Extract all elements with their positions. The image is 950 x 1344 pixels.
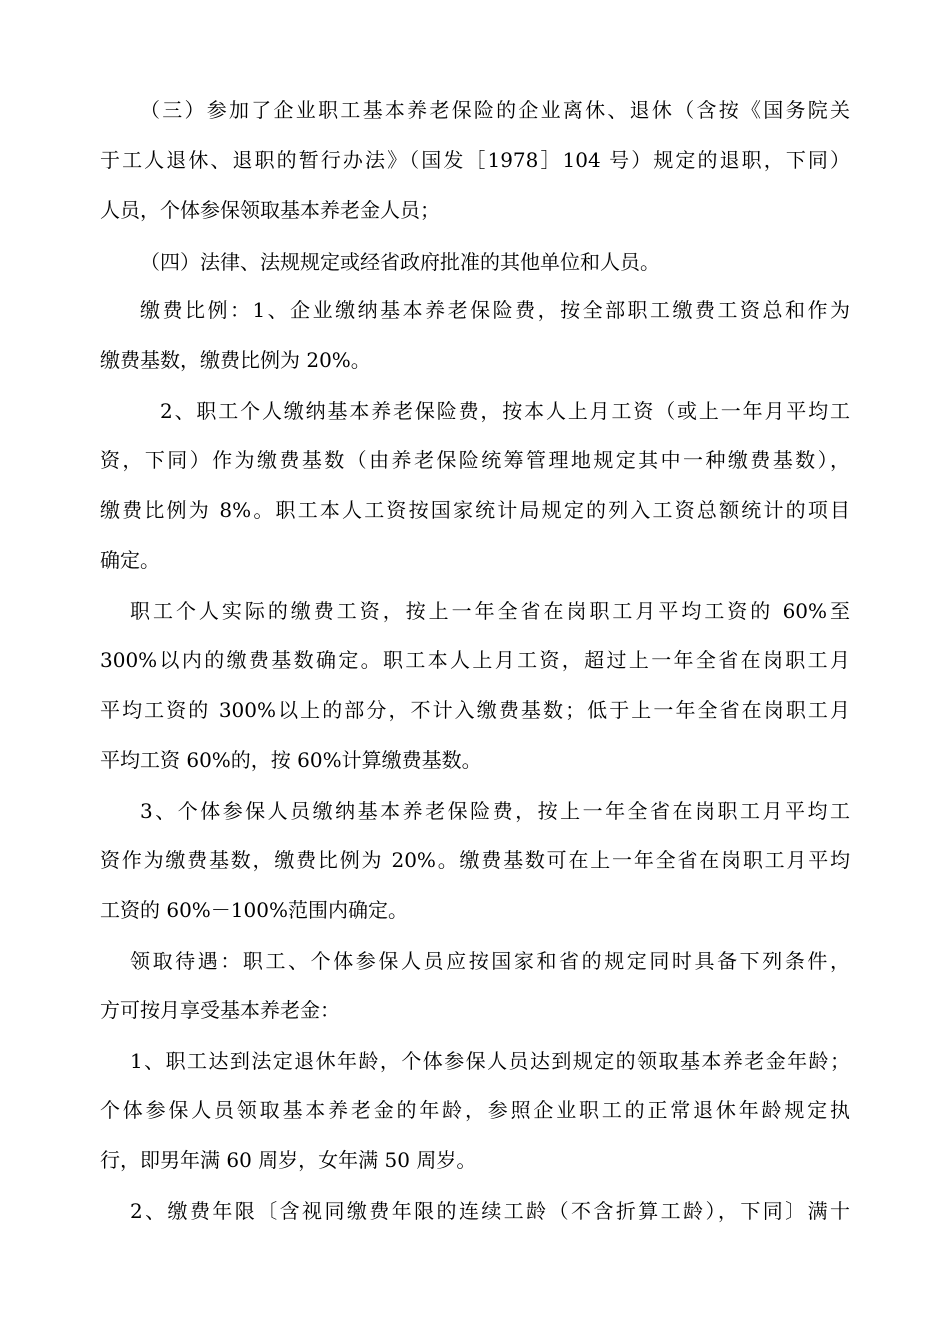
text-line: 工资的 60%－100%范围内确定。 — [100, 898, 408, 922]
text-line: 缴费比例：1、企业缴纳基本养老保险费，按全部职工缴费工资总和作为 — [140, 298, 850, 322]
text-line: 平均工资 60%的，按 60%计算缴费基数。 — [100, 748, 482, 772]
text-line: 领取待遇：职工、个体参保人员应按国家和省的规定同时具备下列条件， — [130, 949, 850, 973]
text-line: 人员，个体参保领取基本养老金人员； — [100, 198, 440, 222]
text-line: 资，下同）作为缴费基数（由养老保险统筹管理地规定其中一种缴费基数）， — [100, 448, 850, 472]
text-line: 职工个人实际的缴费工资，按上一年全省在岗职工月平均工资的 60%至 — [130, 599, 850, 623]
text-line: 平均工资的 300%以上的部分，不计入缴费基数；低于上一年全省在岗职工月 — [100, 698, 850, 722]
text-line: 于工人退休、退职的暂行办法》（国发［1978］104 号）规定的退职，下同） — [100, 148, 850, 172]
text-line: 2、缴费年限〔含视同缴费年限的连续工龄（不含折算工龄），下同〕满十 — [130, 1199, 850, 1223]
text-line: 资作为缴费基数，缴费比例为 20%。缴费基数可在上一年全省在岗职工月平均 — [100, 848, 850, 872]
text-line: 缴费基数，缴费比例为 20%。 — [100, 348, 371, 372]
text-line: 1、职工达到法定退休年龄，个体参保人员达到规定的领取基本养老金年龄； — [130, 1049, 850, 1073]
text-line: （三）参加了企业职工基本养老保险的企业离休、退休（含按《国务院关 — [140, 98, 850, 122]
text-line: 2、职工个人缴纳基本养老保险费，按本人上月工资（或上一年月平均工 — [160, 399, 850, 423]
text-line: 行，即男年满 60 周岁，女年满 50 周岁。 — [100, 1148, 477, 1172]
text-line: 300%以内的缴费基数确定。职工本人上月工资，超过上一年全省在岗职工月 — [100, 648, 850, 672]
text-line: 个体参保人员领取基本养老金的年龄，参照企业职工的正常退休年龄规定执 — [100, 1098, 850, 1122]
text-line: 3、个体参保人员缴纳基本养老保险费，按上一年全省在岗职工月平均工 — [140, 799, 850, 823]
text-line: 缴费比例为 8%。职工本人工资按国家统计局规定的列入工资总额统计的项目 — [100, 498, 850, 522]
text-line: （四）法律、法规规定或经省政府批准的其他单位和人员。 — [140, 250, 660, 274]
text-line: 确定。 — [100, 548, 160, 572]
text-line: 方可按月享受基本养老金： — [100, 998, 340, 1022]
